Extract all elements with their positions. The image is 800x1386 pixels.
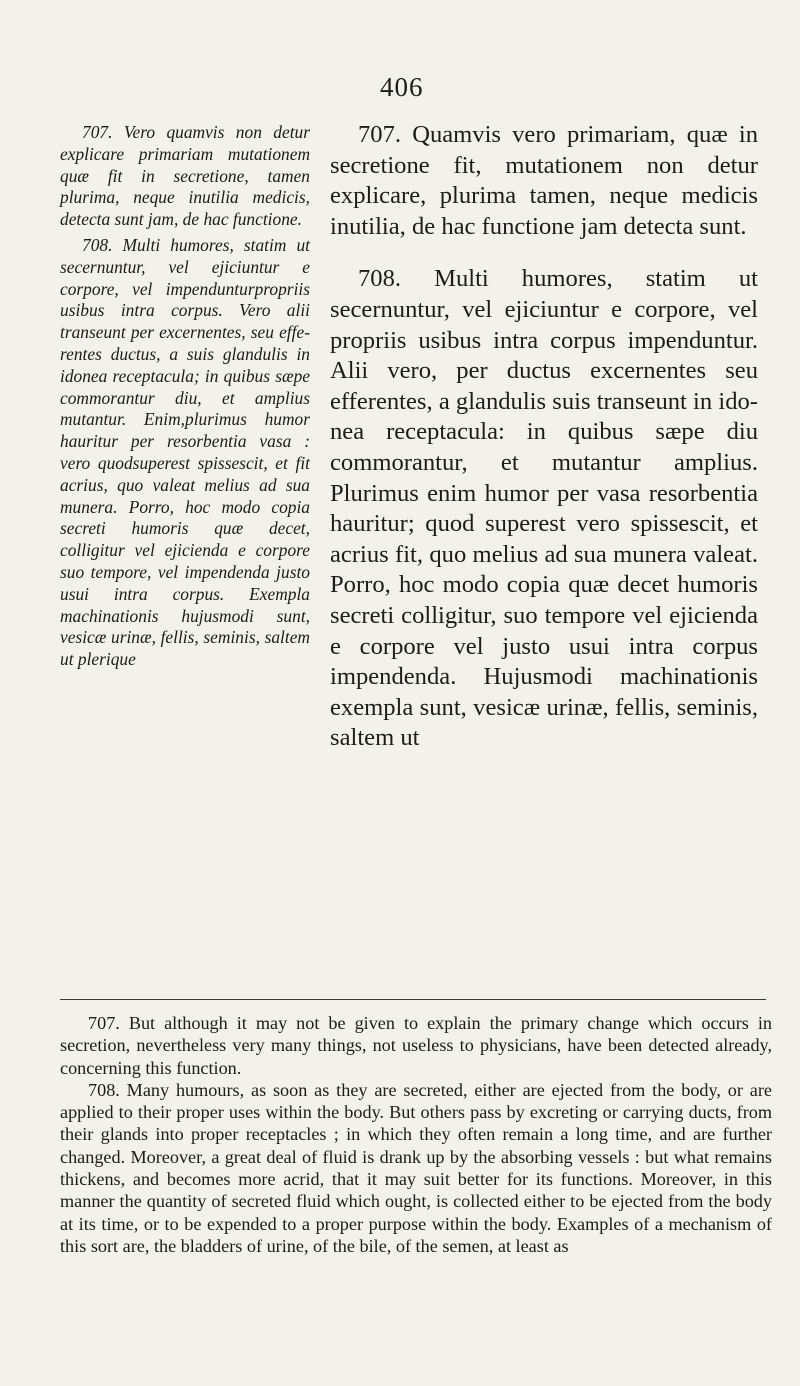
translation-paragraph-708: 708. Many humours, as soon as they are secreted, either are ejected from the body, or are applied to their proper uses within the body. But others pass by excreting or carrying ducts, from their glands into proper receptacles ; in which they often remain a long time, and are further changed. Moreover, a great deal of fluid is drank up by the absorbing vessels : but what remains thickens, and becomes more acrid, that it may suit better for its functions. Moreover, in this manner the quantity of secreted fluid which ought, is collected either to be ejected from the body at its time, or to be expended to a proper purpose within the body. Examples of a mechanism of this sort are, the bladders of urine, of the bile, of the semen, at least as xyxy=(60,1079,772,1256)
right-paragraph-707: 707. Quamvis vero primariam, quæ in secretione fit, mutationem non detur explicare, plurima tamen, neque medicis inutilia, de hac functione jam detecta sunt. xyxy=(330,121,758,240)
page-number: 406 xyxy=(380,72,424,102)
latin-roman-column xyxy=(330,120,758,754)
latin-italic-column xyxy=(60,122,310,671)
translation-paragraph-707: 707. But although it may not be given to explain the primary change which occurs in secretion, nevertheless very many things, not useless to physicians, have been detected already, concerning this function. xyxy=(60,1013,772,1078)
footnote-divider xyxy=(60,999,766,1000)
right-paragraph-708: 708. Multi humores, statim ut secernuntur, vel ejiciuntur e corpore, vel propriis usibus intra corpus impenduntur. Alii vero, per ductus excernentes seu efferentes, a glandulis suis transeunt in idonea receptacula: in quibus sæpe diu commorantur, et mutantur amplius. Plurimus enim humor per vasa resorbentia hauritur; quod superest vero spissescit, et acrius fit, quo melius ad sua munera valeat. Porro, hoc modo copia quæ decet humoris secreti colligitur, suo tempore vel ejicienda e corpore vel justo usui intra corpus impendenda. Hujusmodi machinationis exempla sunt, vesicæ urinæ, fellis, seminis, saltem ut xyxy=(330,265,758,752)
english-translation xyxy=(60,1012,772,1257)
left-paragraph-707: 707. Vero quamvis non detur explicare primariam mutationem quæ fit in secretione, tamen plurima, neque inutilia medicis, detecta sunt jam, de hac functione. xyxy=(60,122,310,230)
left-paragraph-708: 708. Multi humores, statim ut secernuntur, vel ejiciuntur e corpore, vel impendunturpropriis usibus intra corpus. Vero alii transeunt per excernentes, seu efferentes ductus, a suis glandulis in idonea receptacula; in quibus sæpe commorantur diu, et amplius mutantur. Enim,plurimus humor hauritur per resorbentia vasa : vero quodsuperest spissescit, et fit acrius, quo valeat melius ad sua munera. Porro, hoc modo copia secreti humoris quæ decet, colligitur vel ejicienda e corpore suo tempore, vel impendenda justo usui intra corpus. Exempla machinationis hujusmodi sunt, vesicæ urinæ, fellis, seminis, saltem ut plerique xyxy=(60,234,310,670)
